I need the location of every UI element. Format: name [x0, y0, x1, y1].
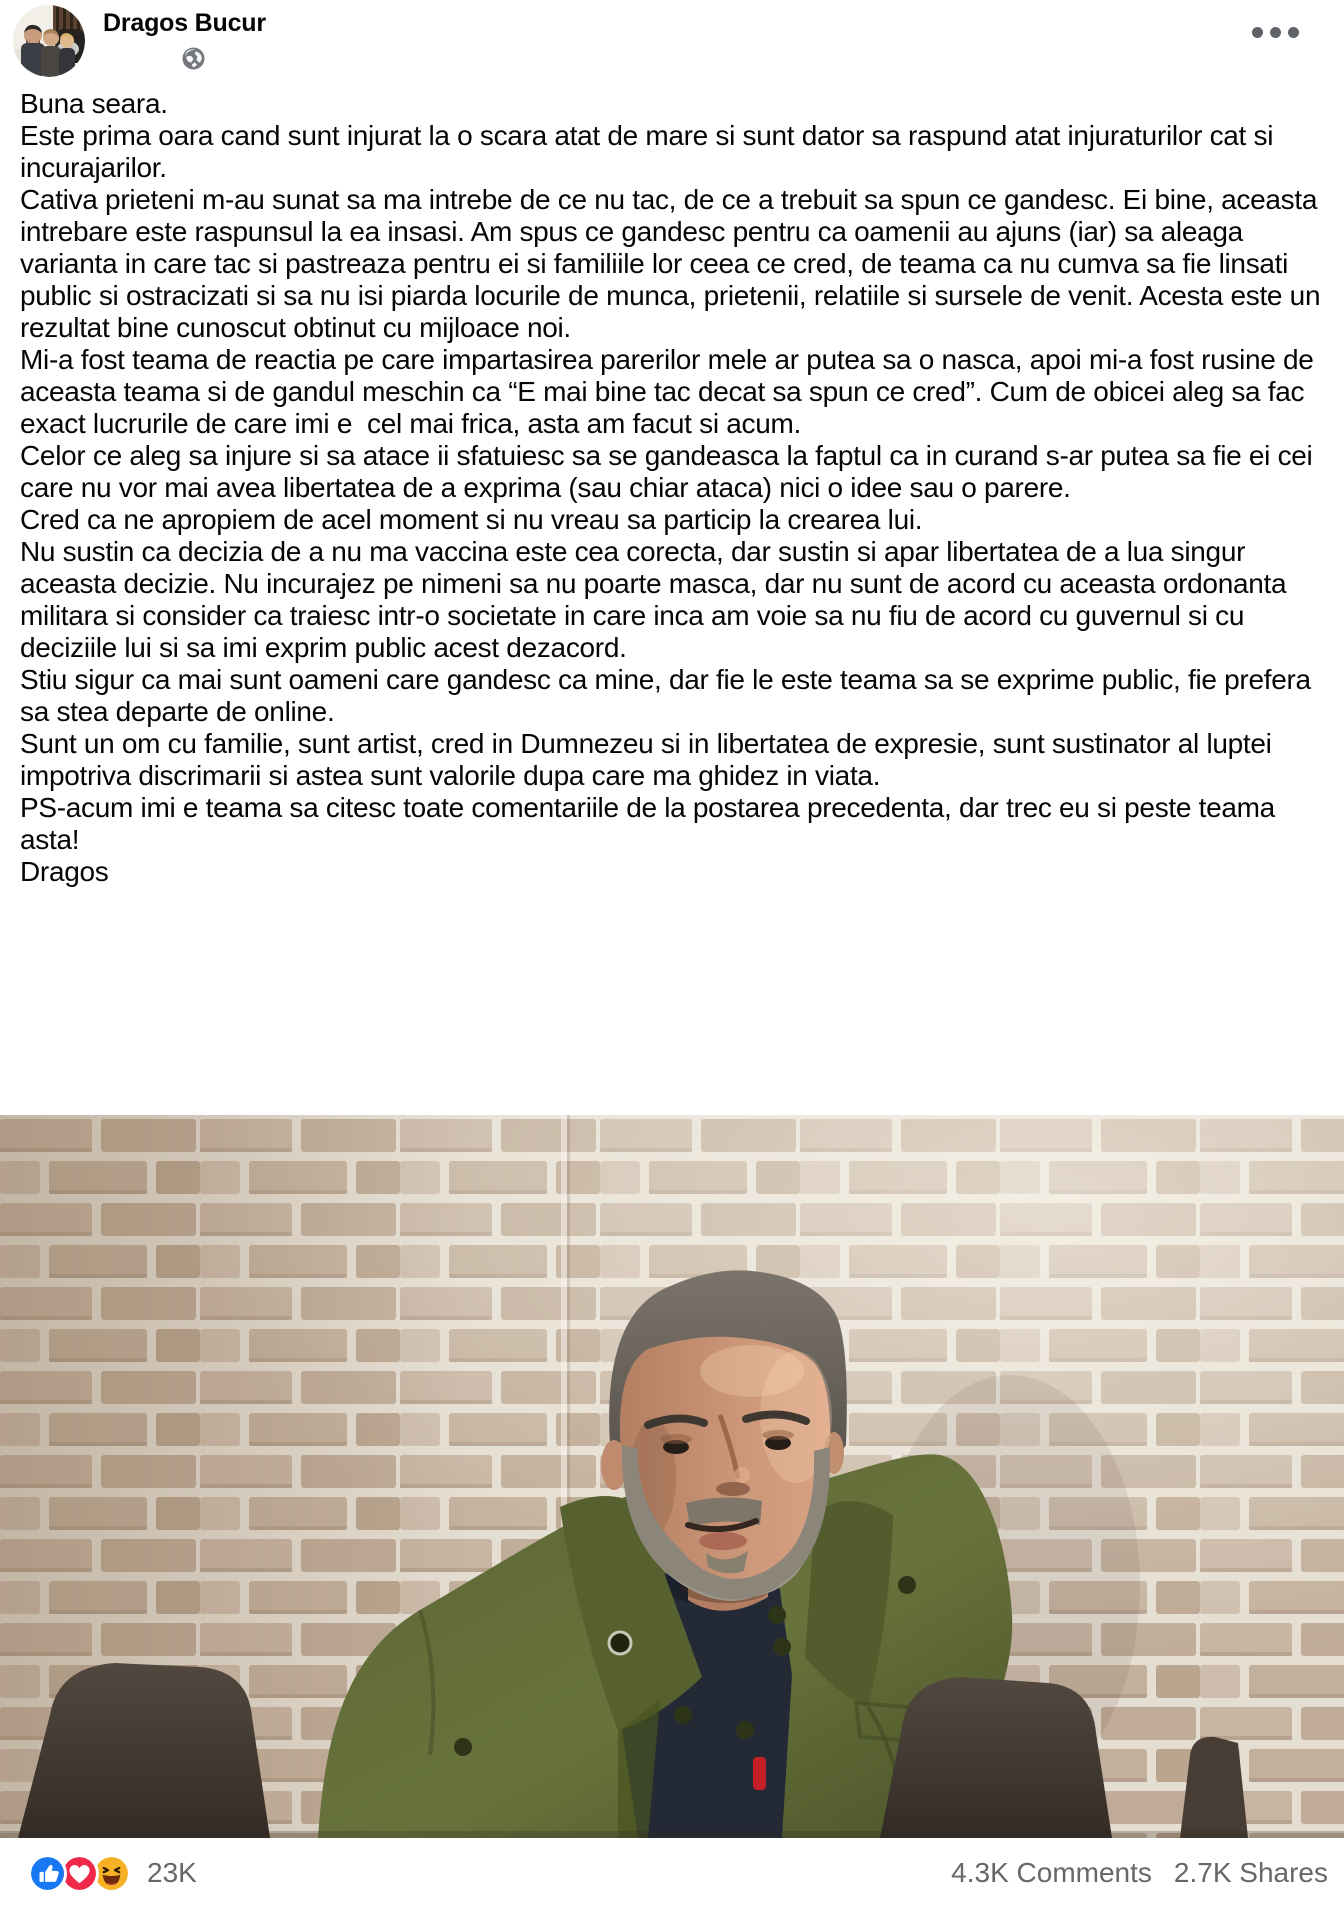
shares-count[interactable]: 2.7K Shares — [1173, 1857, 1328, 1888]
post-paragraph: PS-acum imi e teama sa citesc toate comentariile de la postarea precedenta, dar trec eu si peste teama asta! — [20, 792, 1283, 855]
post-photo[interactable] — [0, 1115, 1344, 1838]
post-paragraph: Cativa prieteni m-au sunat sa ma intrebe de ce nu tac, de ce a trebuit sa spun ce gandesc. Ei bine, aceasta intrebare este raspunsul la ea insasi. Am spus ce gandesc pentru ca oamenii au ajuns (iar) sa aleaga varianta in care tac si pastreaza pentru ei si familiile lor ceea ce cred, de teama ca nu cumva sa fie linsati public si ostracizati si sa nu isi piarda locurile de munca, prietenii, relatiile si sursele de venit. Acesta este un rezultat bine cunoscut obtinut cu mijloace noi. — [20, 184, 1328, 343]
post-paragraph: Celor ce aleg sa injure si sa atace ii sfatuiesc sa se gandeasca la faptul ca in curand s-ar putea sa fie ei cei care nu vor mai avea libertatea de a exprima (sau chiar ataca) nici o idee sau o parere. — [20, 440, 1320, 503]
comments-count[interactable]: 4.3K Comments — [951, 1857, 1152, 1888]
reactions-summary[interactable] — [28, 1854, 197, 1893]
avatar[interactable] — [13, 5, 85, 77]
post-text — [0, 88, 1344, 1115]
author-name[interactable]: Dragos Bucur — [103, 9, 266, 37]
post-paragraph: Cred ca ne apropiem de acel moment si nu vreau sa particip la crearea lui. — [20, 504, 923, 535]
post-header — [0, 0, 1344, 88]
avatar-family-photo — [13, 5, 85, 77]
post-paragraph: Stiu sigur ca mai sunt oameni care gandesc ca mine, dar fie le este teama sa se exprime public, fie prefera sa stea departe de online. — [20, 664, 1319, 727]
like-reaction-icon[interactable] — [28, 1854, 67, 1893]
engagement-bar — [0, 1838, 1344, 1908]
post-paragraph: Dragos — [20, 856, 109, 887]
photo-man-brick-wall — [0, 1115, 1344, 1838]
post-paragraph: Buna seara. — [20, 88, 168, 119]
reaction-count[interactable]: 23K — [147, 1857, 197, 1888]
post-paragraph: Sunt un om cu familie, sunt artist, cred in Dumnezeu si in libertatea de expresie, sunt sustinator al luptei impotriva discrimarii si astea sunt valorile dupa care ma ghidez in viata. — [20, 728, 1280, 791]
globe-icon — [182, 47, 205, 70]
post-paragraph: Nu sustin ca decizia de a nu ma vaccina este cea corecta, dar sustin si apar libertatea de a lua singur aceasta decizie. Nu incurajez pe nimeni sa nu poarte masca, dar nu sunt de acord cu aceasta ordonanta militara si consider ca traiesc intr-o societate in care inca am voie sa nu fiu de acord cu guvernul si cu deciziile lui si sa imi exprim public acest dezacord. — [20, 536, 1294, 663]
post-paragraph: Mi-a fost teama de reactia pe care impartasirea parerilor mele ar putea sa o nasca, apoi mi-a fost rusine de aceasta teama si de gandul meschin ca “E mai bine tac decat sa spun ce cred”. Cum de obicei aleg sa fac exact lucrurile de care imi e cel mai frica, asta am facut si acum. — [20, 344, 1322, 439]
post-menu-button ellipsis-icon[interactable] — [1252, 22, 1300, 42]
post-paragraph: Este prima oara cand sunt injurat la o scara atat de mare si sunt dator sa raspund atat injuraturilor cat si incurajarilor. — [20, 120, 1281, 183]
comments-shares-summary — [951, 1857, 1328, 1889]
